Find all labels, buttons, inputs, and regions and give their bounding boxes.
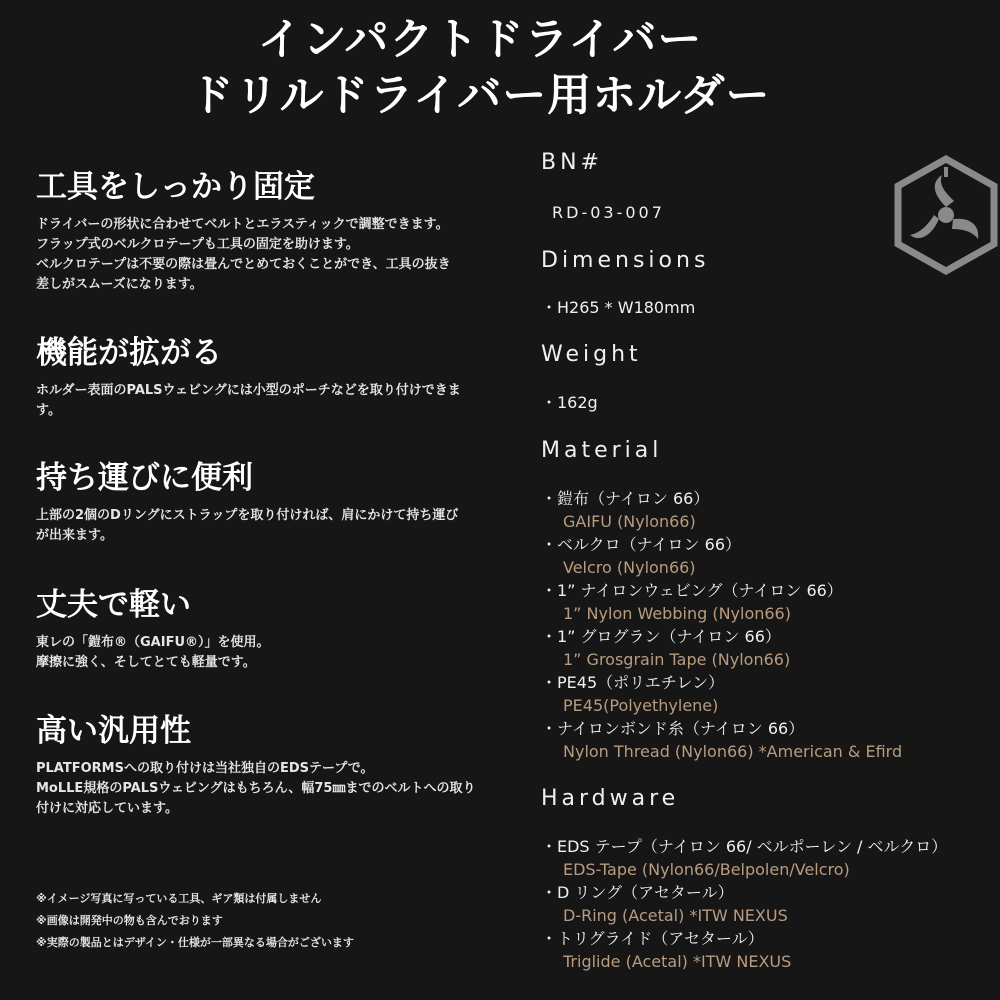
hardware-item	[541, 835, 996, 881]
material-en: PE45(Polyethylene)	[563, 696, 719, 715]
hardware-jp: ・トリグライド（アセタール）	[541, 929, 764, 948]
feature-body: 上部の2個のDリングにストラップを取り付ければ、肩にかけて持ち運び が出来ます。	[36, 508, 459, 543]
material-jp: ・1” ナイロンウェビング（ナイロン 66）	[541, 581, 843, 600]
hardware-en: D-Ring (Acetal) *ITW NEXUS	[563, 906, 788, 925]
material-jp: ・PE45（ポリエチレン）	[541, 673, 725, 692]
feature-heading: 丈夫で軽い	[36, 587, 191, 623]
dimensions-label: Dimensions	[541, 248, 710, 273]
material-list	[541, 487, 996, 763]
material-item	[541, 579, 996, 625]
material-jp: ・ベルクロ（ナイロン 66）	[541, 535, 742, 554]
weight-label: Weight	[541, 342, 642, 367]
material-item	[541, 717, 996, 763]
feature-body: ホルダー表面のPALSウェビングには小型のポーチなどを取り付けできま す。	[36, 383, 461, 418]
material-en: Velcro (Nylon66)	[563, 558, 696, 577]
hexagon-tomoe-logo-icon	[894, 155, 998, 275]
material-jp: ・ナイロンボンド糸（ナイロン 66）	[541, 719, 805, 738]
hardware-item	[541, 881, 996, 927]
feature-secure-fit	[36, 169, 536, 295]
material-item	[541, 533, 996, 579]
feature-body: PLATFORMSへの取り付けは当社独自のEDSテープで。 MoLLE規格のPALSウェビングはもちろん、幅75㎜までのベルトへの取り 付けに対応しています。	[36, 761, 476, 816]
material-label: Material	[541, 438, 663, 463]
note-line: ※画像は開発中の物も含んでおります	[36, 914, 223, 927]
feature-portable	[36, 460, 536, 546]
note-line: ※実際の製品とはデザイン・仕様が一部異なる場合がございます	[36, 936, 354, 949]
feature-expandable	[36, 335, 536, 421]
material-jp: ・鎧布（ナイロン 66）	[541, 489, 710, 508]
weight-value: ・162g	[541, 393, 598, 412]
feature-body: ドライバーの形状に合わせてベルトとエラスティックで調整できます。 フラップ式のベルクロテープも工具の固定を助けます。 ベルクロテープは不要の際は畳んでとめておくことができ、工具の抜き 差しがスムーズになります。	[36, 217, 451, 292]
title-line-1: インパクトドライバー	[257, 14, 703, 65]
hardware-jp: ・EDS テープ（ナイロン 66/ ベルポーレン / ベルクロ）	[541, 837, 948, 856]
hardware-jp: ・D リング（アセタール）	[541, 883, 734, 902]
feature-heading: 持ち運びに便利	[36, 460, 253, 496]
material-jp: ・1” グログラン（ナイロン 66）	[541, 627, 781, 646]
material-en: GAIFU (Nylon66)	[563, 512, 696, 531]
feature-durable-light	[36, 587, 536, 673]
bn-value: RD-03-007	[552, 203, 665, 222]
feature-heading: 工具をしっかり固定	[36, 169, 315, 205]
hardware-label: Hardware	[541, 786, 680, 811]
note-line: ※イメージ写真に写っている工具、ギア類は付属しません	[36, 892, 322, 905]
feature-heading: 機能が拡がる	[36, 335, 222, 371]
material-en: 1” Grosgrain Tape (Nylon66)	[563, 650, 791, 669]
hardware-list	[541, 835, 996, 973]
material-item	[541, 671, 996, 717]
feature-versatile	[36, 713, 536, 819]
bn-label: BN#	[541, 150, 603, 175]
material-en: Nylon Thread (Nylon66) *American & Efird	[563, 742, 903, 761]
disclaimer-notes	[36, 888, 516, 954]
title-line-2: ドリルドライバー用ホルダー	[189, 70, 771, 121]
material-item	[541, 487, 996, 533]
hardware-en: Triglide (Acetal) *ITW NEXUS	[563, 952, 792, 971]
feature-heading: 高い汎用性	[36, 713, 191, 749]
feature-body: 東レの「鎧布®（GAIFU®）」を使用。 摩擦に強く、そしてとても軽量です。	[36, 635, 270, 670]
hardware-en: EDS-Tape (Nylon66/Belpolen/Velcro)	[563, 860, 850, 879]
material-en: 1” Nylon Webbing (Nylon66)	[563, 604, 791, 623]
dimensions-value: ・H265 * W180mm	[541, 298, 696, 317]
material-item	[541, 625, 996, 671]
hardware-item	[541, 927, 996, 973]
